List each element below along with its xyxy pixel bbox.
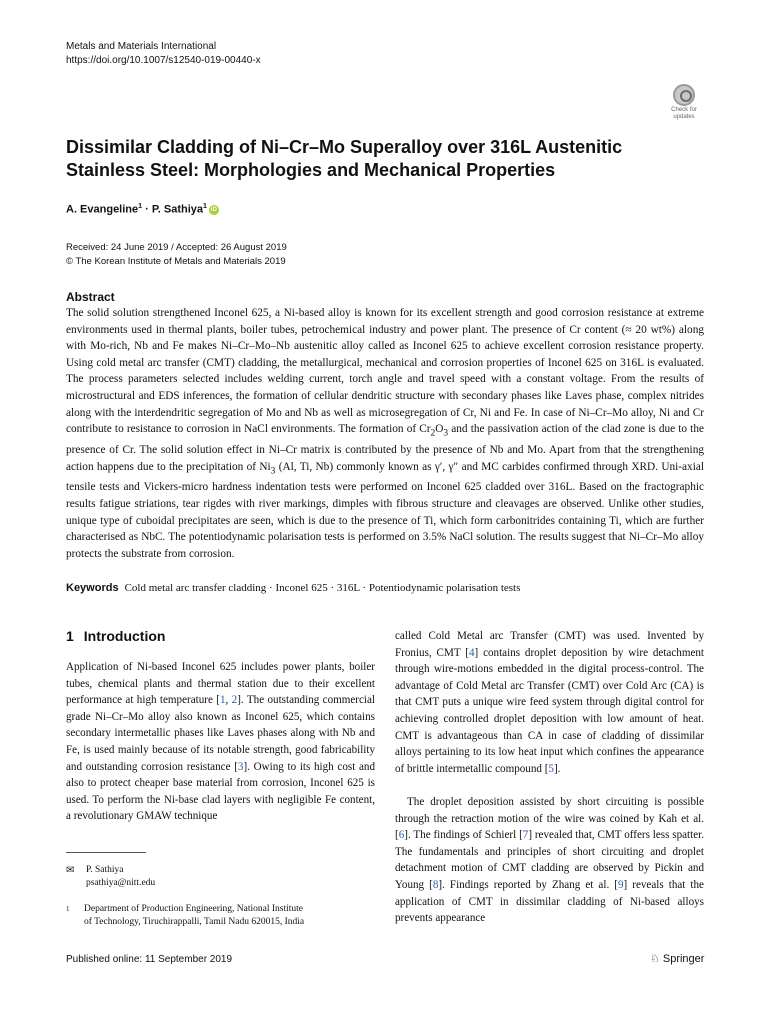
keywords-line xyxy=(66,582,706,594)
corresponding-author xyxy=(66,864,155,890)
author-name: P. Sathiya xyxy=(151,203,203,216)
badge-label: Check for updates xyxy=(671,107,697,120)
received-accepted: Received: 24 June 2019 / Accepted: 26 August 2019 xyxy=(66,242,287,253)
check-updates-icon xyxy=(673,84,695,106)
affiliation-line-1: Department of Production Engineering, National Institute xyxy=(84,904,303,914)
author-list xyxy=(66,203,219,216)
publisher-logo xyxy=(650,952,704,965)
corresponding-email[interactable]: psathiya@nitt.edu xyxy=(86,878,156,888)
corresponding-name: P. Sathiya xyxy=(86,865,124,875)
journal-name: Metals and Materials International xyxy=(66,41,217,52)
affiliation-marker: 1 xyxy=(203,203,207,210)
affiliation-line-2: of Technology, Tiruchirappalli, Tamil Nadu 620015, India xyxy=(84,917,305,927)
title-line-2: Stainless Steel: Morphologies and Mechanical Properties xyxy=(66,160,556,180)
published-date: Published online: 11 September 2019 xyxy=(66,954,233,965)
keywords-label: Keywords xyxy=(66,582,119,594)
doi-link[interactable]: https://doi.org/10.1007/s12540-019-00440-x xyxy=(66,55,261,66)
section-title: Introduction xyxy=(83,628,166,644)
affiliation-number: 1 xyxy=(66,905,70,913)
author-name: A. Evangeline xyxy=(66,203,139,216)
journal-header xyxy=(66,40,261,68)
article-dates xyxy=(66,241,287,269)
keywords-text: Cold metal arc transfer cladding · Inconel 625 · 316L · Potentiodynamic polarisation tests xyxy=(124,582,521,594)
citation-link[interactable]: 5 xyxy=(548,762,554,775)
citation-link[interactable]: 8 xyxy=(432,878,439,891)
intro-paragraph-left: Application of Ni-based Inconel 625 includes power plants, boiler tubes, chemical plants and thermal station due to their excellent performance at high temperature [1, 2]. The outstanding commercial grade Ni–Cr–Mo alloy also known as Inconel 625, which contains secondary intermetallic phases like Laves phases along with Nb and Fe, is used mainly because of its notable strength, good fabricability and outstanding corrosion resistance [3]. Owing to its high cost and also to protect cheaper base material from corrosion, Inconel 625 is used. To perform the Ni-base clad layers with negligible Fe content, a revolutionary GMAW technique xyxy=(66,661,376,823)
title-line-1: Dissimilar Cladding of Ni–Cr–Mo Superalloy over 316L Austenitic xyxy=(66,137,623,157)
copyright-line: © The Korean Institute of Metals and Materials 2019 xyxy=(66,256,286,267)
intro-paragraph-right-1: called Cold Metal arc Transfer (CMT) was used. Invented by Fronius, CMT [4] contains droplet deposition by wire detachment through wire-motions embedded in the digital process-control. The advantage of Cold Metal arc Transfer (CMT) over Cold Arc (CA) is that CMT puts a unique wire feed system through digital control for achieving controlled droplet deposition with low amount of heat. CMT is advantageous than CA in case of cladding of dissimilar alloys pertaining to its low heat input which confines the appearance of brittle intermetallic compound [5]. xyxy=(395,630,704,775)
abstract-heading: Abstract xyxy=(66,290,115,304)
citation-link[interactable]: 3 xyxy=(237,760,244,773)
citation-link[interactable]: 1 xyxy=(219,694,226,707)
section-heading xyxy=(66,628,165,644)
section-number: 1 xyxy=(66,628,74,644)
springer-horse-icon: ♘ xyxy=(650,953,660,965)
orcid-icon[interactable]: iD xyxy=(210,206,217,213)
citation-link[interactable]: 7 xyxy=(522,829,529,842)
citation-link[interactable]: 9 xyxy=(617,878,624,891)
intro-paragraph-right-2: The droplet deposition assisted by short circuiting is possible through the retraction motion of the wire was coined by Kah et al. [6]. The findings of Schierl [7] revealed that, CMT offers less spatter. The fundamentals and principles of short circuiting and droplet detachment motion of CMT cladding are observed by Pickin and Young [8]. Findings reported by Zhang et al. [9] reveals that the application of CMT in dissimilar cladding of Ni-based alloys prevents appearance xyxy=(395,796,704,925)
citation-link[interactable]: 2 xyxy=(231,694,238,707)
envelope-icon: ✉ xyxy=(66,865,75,876)
check-for-updates-badge[interactable] xyxy=(664,84,704,124)
author-separator: · xyxy=(142,203,152,216)
publisher-name: Springer xyxy=(662,953,705,965)
abstract-text: The solid solution strengthened Inconel 625, a Ni-based alloy is known for its excellent strength and good corrosion resistance at extreme environments used in thermal plants, boiler tubes, petrochemical industry and power plant. The presence of Cr content (≈ 20 wt%) along with Mo-rich, Nb and Fe makes Ni–Cr–Mo–Nb austenitic alloy called as Inconel 625 to achieve excellent corrosion resistance property. Using cold metal arc transfer (CMT) cladding, the metallurgical, mechanical and corrosion properties of Inconel 625 on 316L is evaluated. The process parameters selected includes welding current, torch angle and travel speed with a constant voltage. From the results of microstructural and EDS inferences, the formation of cellular dendritic structure with secondary phases like Laves phase, complex nitrides along with the interdendritic segregation of Mo and Nb as well as microsegregation of Cr, Ni and Fe. In case of Ni–Cr–Mo alloy, Ni and Cr contribute to resistance to corrosion in NaCl environments. The formation of $Cr_2O_3$ and the passivation action of the clad zone is due to the presence of Cr. The solid solution effect in Ni–Cr matrix is contributed by the presence of Nb and Mo. Apart from that the strengthening action happens due to the precipitation of $Ni_3$ (Al, Ti, Nb) commonly known as γ′, γ″ and MC carbides confirmed through XRD. Uni-axial tensile tests and Vickers-micro hardness indentation tests were performed on Inconel 625 cladded over 316L. Based on the fractographic results fatigue striations, tear rigdes with river markings, dimples with fibrous structure and cleavages are observed. Unlike other studies, unique type of cuboidal precipitates are seen, which is due to the presence of Ti, which form carbonitrides containing Ti, which are further characterised as NbC. The potentiodynamic polarisation tests is performed on 3.5% NaCl solution. The results suggest that Ni–Cr–Mo alloy protects the substrate from corrosion. xyxy=(66,307,704,560)
footnote-divider xyxy=(66,852,146,853)
article-title xyxy=(66,136,666,182)
affiliation-footnote xyxy=(66,903,366,929)
affiliation-marker: 1 xyxy=(138,203,143,210)
citation-link[interactable]: 6 xyxy=(398,829,405,842)
citation-link[interactable]: 4 xyxy=(468,646,475,659)
